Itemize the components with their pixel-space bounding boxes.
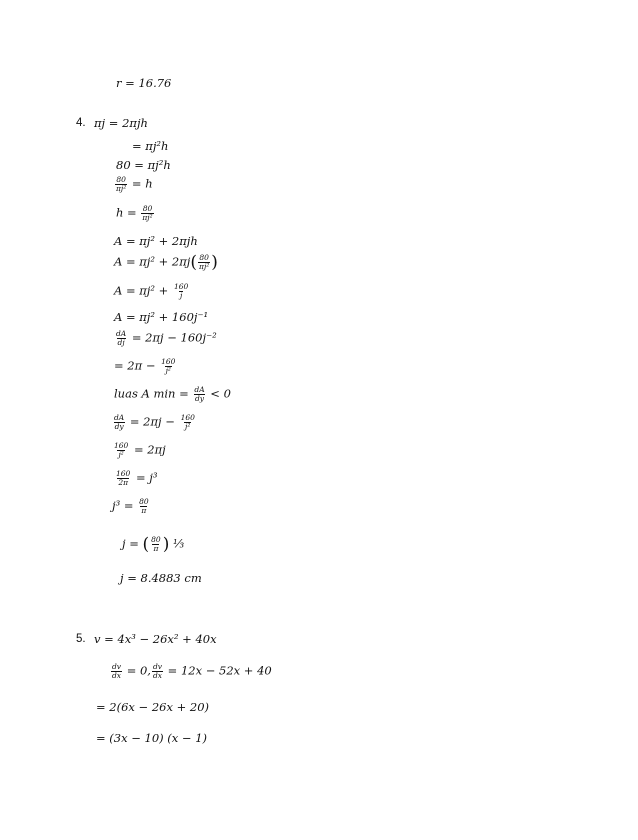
p4-step-17: j = ( $\frac{80}{\pi}$ ) ⅓ — [122, 534, 185, 555]
p4-step-15: $\frac{160}{2\pi}$ = j³ — [116, 469, 158, 487]
p4-step-16: j³ = $\frac{80}{\pi}$ — [112, 497, 149, 515]
p4-final-answer: j = 8.4883 cm — [120, 571, 202, 585]
p5-step-4: = (3x − 10) (x − 1) — [96, 731, 208, 745]
p4-step-3: 80 = πj²h — [116, 158, 171, 172]
p4-step-9: A = πj² + 160j⁻¹ — [114, 310, 209, 324]
p4-step-6: A = πj² + 2πjh — [114, 234, 198, 248]
radius-result: r = 16.76 — [116, 76, 172, 90]
p4-step-7: A = πj² + 2πj( $\frac{80}{\text{πj²}}$ ) — [114, 252, 218, 273]
p4-step-8: A = πj² + $\frac{160}{j}$ — [114, 282, 189, 300]
problem-4-number: 4. — [76, 117, 86, 129]
problem-4-equation: πj = 2πjh — [94, 116, 148, 130]
p5-step-2: $\frac{dv}{dx}$ = 0, $\frac{dv}{dx}$ = 12x − 52x + 40 — [112, 662, 272, 680]
problem-5-number: 5. — [76, 633, 86, 645]
problem-5-equation: v = 4x³ − 26x² + 40x — [94, 632, 217, 646]
p4-step-4: $\frac{80}{\text{πj²}}$ = h — [116, 175, 153, 193]
p4-step-2: = πj²h — [132, 139, 169, 153]
p4-step-14: $\frac{160}{\text{j²}}$ = 2πj — [114, 441, 166, 459]
p4-step-10: $\frac{dA}{dj}$ = 2πj − 160j⁻² — [116, 329, 217, 347]
p4-step-11: = 2π − $\frac{160}{\text{j²}}$ — [114, 357, 176, 375]
p4-step-13: $\frac{dA}{dy}$ = 2πj − $\frac{160}{\text{j²}}$ — [114, 413, 195, 431]
p5-step-3: = 2(6x − 26x + 20) — [96, 700, 210, 714]
p4-step-5: h = $\frac{80}{\text{πj²}}$ — [116, 204, 153, 222]
p4-step-12: luas A min = $\frac{dA}{dy}$ < 0 — [114, 385, 231, 403]
